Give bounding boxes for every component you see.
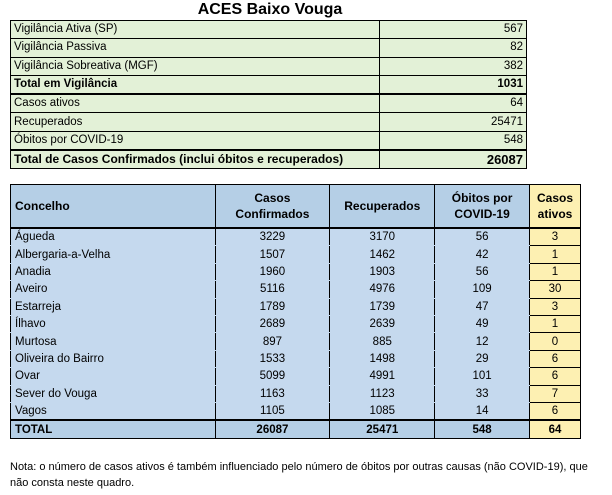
confirmed-cell: 1533 <box>215 350 330 367</box>
confirmed-cell: 2689 <box>215 315 330 332</box>
deaths-cell: 101 <box>435 368 530 385</box>
summary-row <box>11 131 527 150</box>
summary-row <box>11 94 527 113</box>
deaths-cell: 56 <box>435 263 530 280</box>
concelho-cell: Oliveira do Bairro <box>11 350 216 367</box>
column-header-active-line2: ativos <box>537 207 573 221</box>
column-header-concelho: Concelho <box>11 185 216 229</box>
column-header-active <box>530 185 581 229</box>
summary-row <box>11 39 527 57</box>
table-row <box>11 315 581 332</box>
summary-value: 382 <box>380 57 527 75</box>
active-cell: 1 <box>530 263 581 280</box>
active-cell: 7 <box>530 385 581 402</box>
confirmed-cell: 1507 <box>215 246 330 263</box>
total-recovered-cell: 25471 <box>330 420 435 439</box>
table-header-row <box>11 185 581 229</box>
total-active-cell: 64 <box>530 420 581 439</box>
deaths-cell: 29 <box>435 350 530 367</box>
summary-row-total-surveillance <box>11 75 527 94</box>
concelho-cell: Ovar <box>11 368 216 385</box>
summary-label: Casos ativos <box>11 94 380 113</box>
summary-row-total-confirmed <box>11 150 527 169</box>
column-header-recovered: Recuperados <box>330 185 435 229</box>
column-header-confirmed: Casos Confirmados <box>215 185 330 229</box>
concelho-cell: Sever do Vouga <box>11 385 216 402</box>
concelho-cell: Vagos <box>11 402 216 420</box>
deaths-cell: 12 <box>435 333 530 350</box>
column-header-deaths-line2: COVID-19 <box>454 207 510 221</box>
recovered-cell: 1739 <box>330 298 435 315</box>
recovered-cell: 2639 <box>330 315 435 332</box>
active-cell: 1 <box>530 315 581 332</box>
active-cell: 3 <box>530 298 581 315</box>
table-row <box>11 228 581 246</box>
active-cell: 6 <box>530 350 581 367</box>
summary-label: Total de Casos Confirmados (inclui óbitos e recuperados) <box>11 150 380 169</box>
summary-value: 26087 <box>380 150 527 169</box>
column-header-deaths <box>435 185 530 229</box>
summary-value: 548 <box>380 131 527 150</box>
table-row <box>11 333 581 350</box>
footnote: Nota: o número de casos ativos é também influenciado pelo número de óbitos por outras causas (não COVID-19), que não consta neste quadro. <box>10 461 588 489</box>
summary-label: Vigilância Passiva <box>11 39 380 57</box>
deaths-cell: 14 <box>435 402 530 420</box>
confirmed-cell: 3229 <box>215 228 330 246</box>
summary-value: 64 <box>380 94 527 113</box>
summary-value: 25471 <box>380 113 527 131</box>
concelho-cell: Albergaria-a-Velha <box>11 246 216 263</box>
total-deaths-cell: 548 <box>435 420 530 439</box>
recovered-cell: 3170 <box>330 228 435 246</box>
table-row <box>11 402 581 420</box>
summary-row <box>11 21 527 39</box>
active-cell: 6 <box>530 368 581 385</box>
summary-label: Total em Vigilância <box>11 75 380 94</box>
total-concelho-cell: TOTAL <box>11 420 216 439</box>
table-row <box>11 350 581 367</box>
confirmed-cell: 5099 <box>215 368 330 385</box>
recovered-cell: 885 <box>330 333 435 350</box>
concelho-cell: Aveiro <box>11 281 216 298</box>
summary-row <box>11 113 527 131</box>
active-cell: 30 <box>530 281 581 298</box>
table-row <box>11 298 581 315</box>
confirmed-cell: 1163 <box>215 385 330 402</box>
active-cell: 3 <box>530 228 581 246</box>
table-total-row <box>11 420 581 439</box>
confirmed-cell: 1789 <box>215 298 330 315</box>
summary-label: Vigilância Ativa (SP) <box>11 21 380 39</box>
concelho-cell: Ílhavo <box>11 315 216 332</box>
concelho-cell: Anadia <box>11 263 216 280</box>
column-header-active-line1: Casos <box>536 191 574 205</box>
concelho-cell: Águeda <box>11 228 216 246</box>
surveillance-summary-table <box>10 20 527 169</box>
summary-value: 1031 <box>380 75 527 94</box>
active-cell: 0 <box>530 333 581 350</box>
active-cell: 1 <box>530 246 581 263</box>
deaths-cell: 47 <box>435 298 530 315</box>
recovered-cell: 4991 <box>330 368 435 385</box>
recovered-cell: 1462 <box>330 246 435 263</box>
confirmed-cell: 897 <box>215 333 330 350</box>
summary-label: Recuperados <box>11 113 380 131</box>
summary-value: 567 <box>380 21 527 39</box>
confirmed-cell: 1105 <box>215 402 330 420</box>
table-row <box>11 263 581 280</box>
deaths-cell: 49 <box>435 315 530 332</box>
summary-row <box>11 57 527 75</box>
table-row <box>11 368 581 385</box>
summary-value: 82 <box>380 39 527 57</box>
recovered-cell: 1085 <box>330 402 435 420</box>
summary-label: Vigilância Sobreativa (MGF) <box>11 57 380 75</box>
total-confirmed-cell: 26087 <box>215 420 330 439</box>
municipality-table <box>10 184 581 439</box>
confirmed-cell: 1960 <box>215 263 330 280</box>
summary-label: Óbitos por COVID-19 <box>11 131 380 150</box>
concelho-cell: Murtosa <box>11 333 216 350</box>
active-cell: 6 <box>530 402 581 420</box>
deaths-cell: 109 <box>435 281 530 298</box>
recovered-cell: 1498 <box>330 350 435 367</box>
recovered-cell: 1123 <box>330 385 435 402</box>
deaths-cell: 33 <box>435 385 530 402</box>
concelho-cell: Estarreja <box>11 298 216 315</box>
deaths-cell: 42 <box>435 246 530 263</box>
recovered-cell: 1903 <box>330 263 435 280</box>
table-row <box>11 385 581 402</box>
confirmed-cell: 5116 <box>215 281 330 298</box>
table-row <box>11 246 581 263</box>
recovered-cell: 4976 <box>330 281 435 298</box>
table-row <box>11 281 581 298</box>
deaths-cell: 56 <box>435 228 530 246</box>
column-header-deaths-line1: Óbitos por <box>451 191 513 205</box>
page-title: ACES Baixo Vouga <box>197 1 343 18</box>
